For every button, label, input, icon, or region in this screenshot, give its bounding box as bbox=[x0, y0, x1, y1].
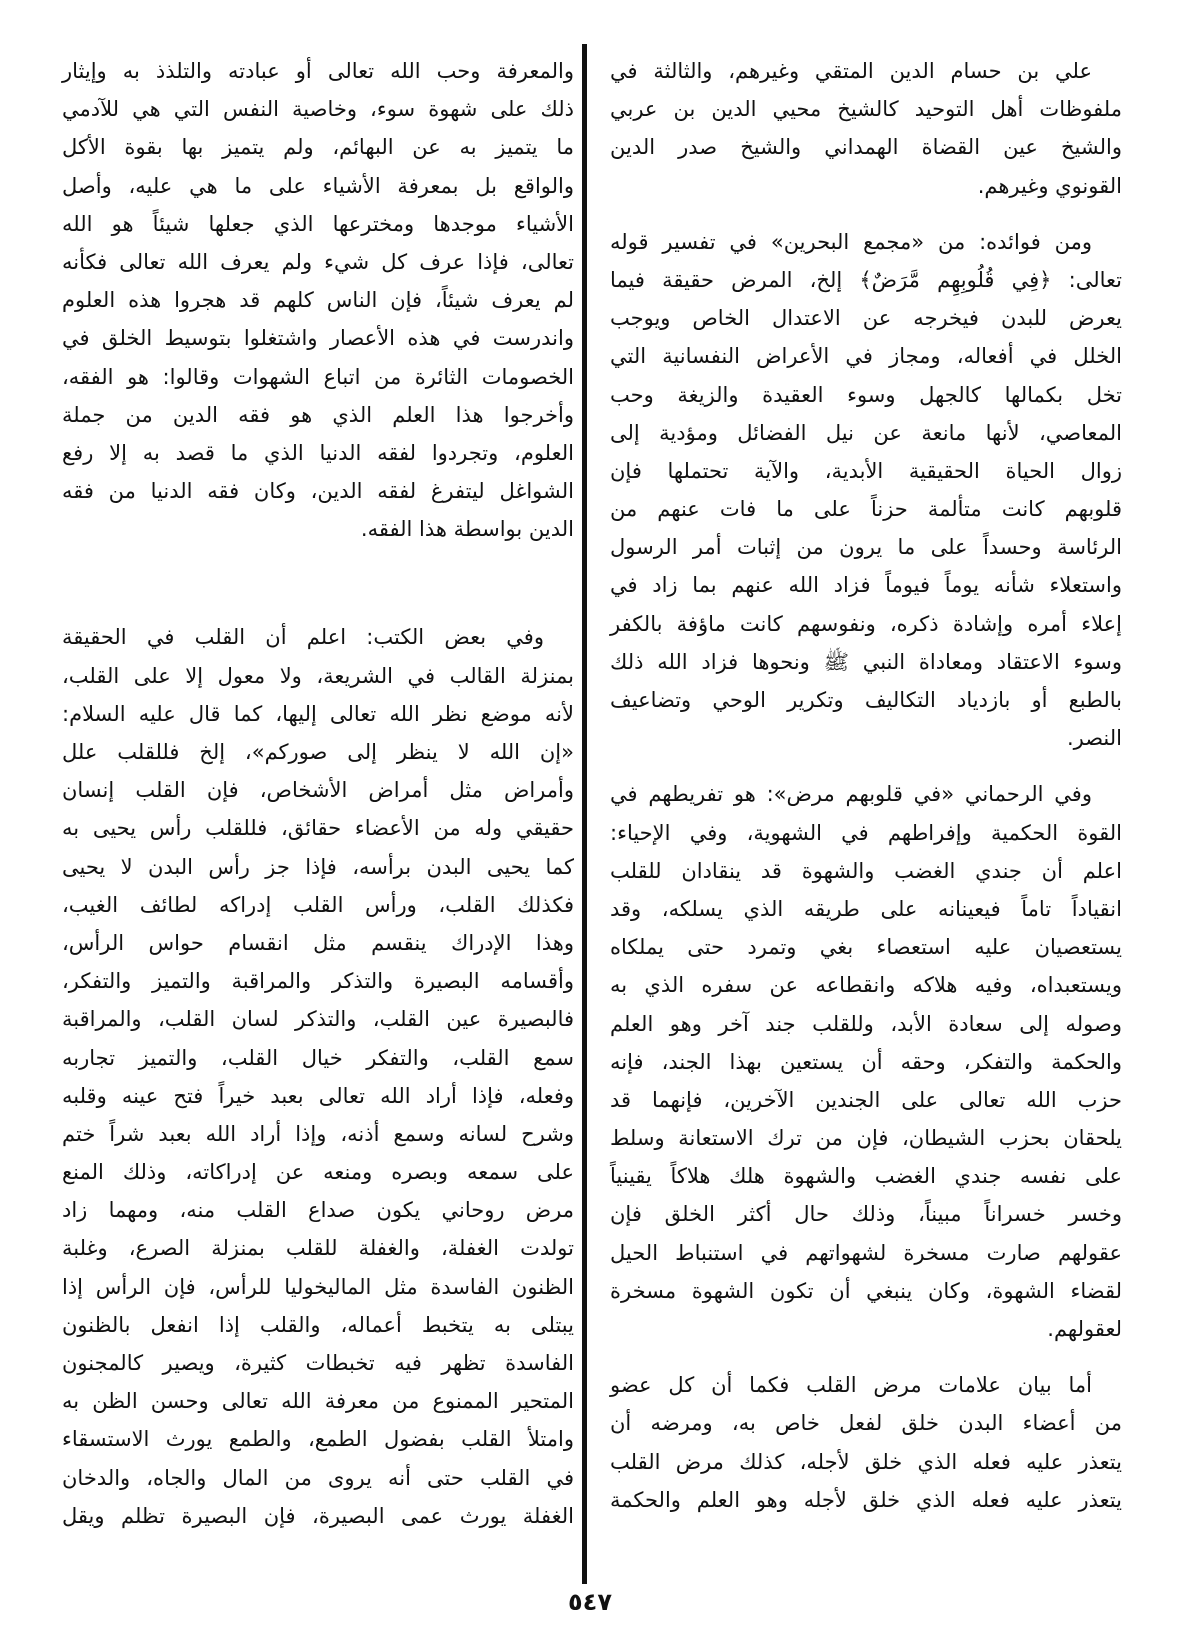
text-line: أما بيان علامات مرض القلب فكما أن كل عضو bbox=[610, 1373, 1092, 1398]
text-line: الشواغل ليتفرغ لفقه الدين، وكان فقه الدنيا من فقه bbox=[62, 479, 574, 504]
text-line: بمنزلة القالب في الشريعة، ولا معول إلا على القلب، bbox=[62, 663, 574, 688]
text-line: اعلم أن جندي الغضب والشهوة قد ينقادان للقلب bbox=[610, 858, 1122, 883]
text-line: يتعذر عليه فعله الذي خلق لأجله، كذلك مرض القلب bbox=[610, 1449, 1122, 1474]
text-line: لم يعرف شيئاً، فإن الناس كلهم قد هجروا هذه العلوم bbox=[62, 288, 574, 313]
text-line: علي بن حسام الدين المتقي وغيرهم، والثالثة في bbox=[610, 59, 1092, 83]
text-line: تعالى: ﴿فِي قُلُوبِهِم مَّرَضٌ﴾ إلخ، المرض حقيقة فيما bbox=[610, 267, 1122, 292]
text-line: وأقسامه البصيرة والتذكر والمراقبة والتميز والتفكر، bbox=[62, 969, 574, 994]
paragraph bbox=[610, 775, 1122, 1348]
text-line: الفاسدة تظهر فيه تخبطات كثيرة، ويصير كالمجنون bbox=[62, 1351, 574, 1375]
text-line: وفي الرحماني «في قلوبهم مرض»: هو تفريطهم في bbox=[610, 782, 1092, 807]
text-line: فالبصيرة عين القلب، والتذكر لسان القلب، والمراقبة bbox=[62, 1007, 574, 1032]
text-line: العلوم، وتجردوا لفقه الدنيا الذي ما قصد به إلا رفع bbox=[62, 440, 574, 465]
text-line: القوة الحكمية وإفراطهم في الشهوية، وفي الإحياء: bbox=[610, 820, 1122, 845]
text-line: الظنون الفاسدة مثل الماليخوليا للرأس، فإن الرأس إذا bbox=[62, 1274, 574, 1299]
text-line: الأشياء موجدها ومخترعها الذي جعلها شيئاً هو الله bbox=[62, 211, 574, 236]
text-line: والشيخ عين القضاة الهمداني والشيخ صدر الدين bbox=[610, 135, 1122, 160]
left-column bbox=[62, 52, 574, 1535]
text-line: كما يحيى البدن برأسه، فإذا جز رأس البدن لا يحيى bbox=[62, 854, 574, 879]
text-line: ملفوظات أهل التوحيد كالشيخ محيي الدين بن عربي bbox=[610, 97, 1122, 122]
text-line: تخل بكمالها كالجهل وسوء العقيدة والزيغة وحب bbox=[610, 382, 1122, 407]
column-divider bbox=[582, 44, 587, 1584]
text-line: عقولهم صارت مسخرة لشهواتهم في استنباط الحيل bbox=[610, 1240, 1122, 1265]
text-line: وامتلأ القلب بفضول الطمع، والطمع يورث الاستسقاء bbox=[62, 1427, 574, 1452]
text-line: والمعرفة وحب الله تعالى أو عبادته والتلذذ به وإيثار bbox=[62, 59, 574, 83]
text-line: والواقع بل بمعرفة الأشياء على ما هي عليه، وأصل bbox=[62, 173, 574, 198]
text-line: لأنه موضع نظر الله تعالى إليها، كما قال عليه السلام: bbox=[62, 701, 574, 726]
text-line: وسوء الاعتقاد ومعاداة النبي ﷺ ونحوها فزاد الله ذلك bbox=[610, 649, 1122, 674]
text-line: إعلاء أمره وإشادة ذكره، ونفوسهم كانت ماؤفة بالكفر bbox=[610, 611, 1122, 636]
text-line: لعقولهم. bbox=[1047, 1317, 1122, 1341]
text-line: الغفلة يورث عمى البصيرة، فإن البصيرة تظلم ويقل bbox=[62, 1503, 574, 1528]
text-line: الخصومات الثائرة من اتباع الشهوات وقالوا: هو الفقه، bbox=[62, 364, 574, 389]
text-line: في القلب حتى أنه يروى من المال والجاه، والدخان bbox=[62, 1465, 574, 1490]
text-line: ذلك على شهوة سوء، وخاصية النفس التي هي للآدمي bbox=[62, 97, 574, 122]
text-line: ما يتميز به عن البهائم، ولم يتميز بها بقوة الأكل bbox=[62, 135, 574, 160]
page-number: ٥٤٧ bbox=[568, 1588, 612, 1616]
text-line: قلوبهم كانت متألمة حزناً على ما فات عنهم من bbox=[610, 497, 1122, 522]
text-line: على نفسه جندي الغضب والشهوة هلك هلاكاً يقينياً bbox=[610, 1164, 1122, 1189]
text-line: حزب الله تعالى على الجندين الآخرين، فإنهما قد bbox=[610, 1087, 1122, 1112]
text-line: وأمراض مثل أمراض الأشخاص، فإن القلب إنسان bbox=[62, 778, 574, 803]
text-line: واستعلاء شأنه يوماً فيوماً فزاد الله عنهم بما زاد في bbox=[610, 573, 1122, 598]
text-line: وصوله إلى سعادة الأبد، وللقلب جند آخر وهو العلم bbox=[610, 1011, 1122, 1036]
text-line: وشرح لسانه وسمع أذنه، وإذا أراد الله بعبد شراً ختم bbox=[62, 1121, 574, 1146]
text-line: الدين بواسطة هذا الفقه. bbox=[360, 517, 574, 542]
text-line: على سمعه وبصره ومنعه عن إدراكاته، وذلك المنع bbox=[62, 1160, 574, 1185]
paragraph bbox=[62, 618, 574, 1535]
text-line: لقضاء الشهوة، وكان ينبغي أن تكون الشهوة مسخرة bbox=[610, 1278, 1122, 1303]
text-line: يتعذر عليه فعله الذي خلق لأجله وهو العلم والحكمة bbox=[610, 1487, 1122, 1512]
text-line: النصر. bbox=[1066, 726, 1122, 751]
text-line: «إن الله لا ينظر إلى صوركم»، إلخ فللقلب علل bbox=[62, 740, 574, 764]
text-line: بالطبع أو بازدياد التكاليف وتكرير الوحي وتضاعيف bbox=[610, 688, 1122, 712]
text-line: انقياداً تاماً فيعينانه على طريقه الذي يسلكه، وقد bbox=[610, 896, 1122, 921]
text-line: تولدت الغفلة، والغفلة للقلب بمنزلة الصرع، وغلبة bbox=[62, 1236, 574, 1261]
paragraph bbox=[610, 52, 1122, 205]
text-line: واندرست في هذه الأعصار واشتغلوا بتوسيط الخلق في bbox=[62, 326, 574, 351]
text-line: من أعضاء البدن خلق لفعل خاص به، ومرضه أن bbox=[610, 1411, 1122, 1436]
text-line: زوال الحياة الحقيقية الأبدية، والآية تحتملها فإن bbox=[610, 458, 1122, 483]
paragraph bbox=[610, 223, 1122, 758]
text-line: يبتلى به يتخبط أعماله، والقلب إذا انفعل بالظنون bbox=[62, 1312, 574, 1337]
text-line: الخلل في أفعاله، ومجاز في الأعراض النفسانية التي bbox=[610, 344, 1122, 369]
text-line: القونوي وغيرهم. bbox=[977, 173, 1122, 198]
text-line: تعالى، فإذا عرف كل شيء ولم يعرف الله تعالى فكأنه bbox=[62, 249, 574, 274]
right-column bbox=[610, 52, 1122, 1519]
text-line: وهذا الإدراك ينقسم مثل انقسام حواس الرأس، bbox=[62, 930, 574, 955]
text-line: الرئاسة وحسداً على ما يرون من إثبات أمر الرسول bbox=[610, 535, 1122, 560]
text-line: ومن فوائده: من «مجمع البحرين» في تفسير قوله bbox=[610, 229, 1092, 254]
text-line: وفعله، فإذا أراد الله تعالى بعبد خيراً فتح عينه وقلبه bbox=[62, 1083, 574, 1108]
text-line: ويستعبداه، وفيه هلاكه وانقطاعه عن سفره الذي به bbox=[610, 973, 1122, 998]
text-line: يلحقان بحزب الشيطان، فإن من ترك الاستعانة وسلط bbox=[610, 1126, 1122, 1151]
text-line: يستعصيان عليه استعصاء بغي وتمرد حتى يملكاه bbox=[610, 935, 1122, 960]
text-line: سمع القلب، والتفكر خيال القلب، والتميز تجاربه bbox=[62, 1045, 574, 1070]
text-line: فكذلك القلب، ورأس القلب إدراكه لطائف الغيب، bbox=[62, 892, 574, 917]
text-line: المعاصي، لأنها مانعة عن نيل الفضائل ومؤدية إلى bbox=[610, 420, 1122, 445]
text-line: وأخرجوا هذا العلم الذي هو فقه الدين من جملة bbox=[62, 402, 574, 427]
text-line: يعرض للبدن فيخرجه عن الاعتدال الخاص ويوجب bbox=[610, 306, 1122, 331]
text-line: وخسر خسراناً مبيناً، وذلك حال أكثر الخلق فإن bbox=[610, 1202, 1122, 1227]
paragraph bbox=[62, 52, 574, 548]
paragraph bbox=[610, 1366, 1122, 1519]
text-line: وفي بعض الكتب: اعلم أن القلب في الحقيقة bbox=[62, 625, 544, 650]
text-line: والحكمة والتفكر، وحقه أن يستعين بهذا الجند، فإنه bbox=[610, 1049, 1122, 1074]
text-line: مرض روحاني يكون صداع القلب منه، ومهما زاد bbox=[62, 1198, 574, 1223]
text-line: حقيقي وله من الأعضاء حقائق، فللقلب رأس يحيى به bbox=[62, 816, 574, 841]
text-line: المتحير الممنوع من معرفة الله تعالى وحسن الظن به bbox=[62, 1389, 574, 1414]
